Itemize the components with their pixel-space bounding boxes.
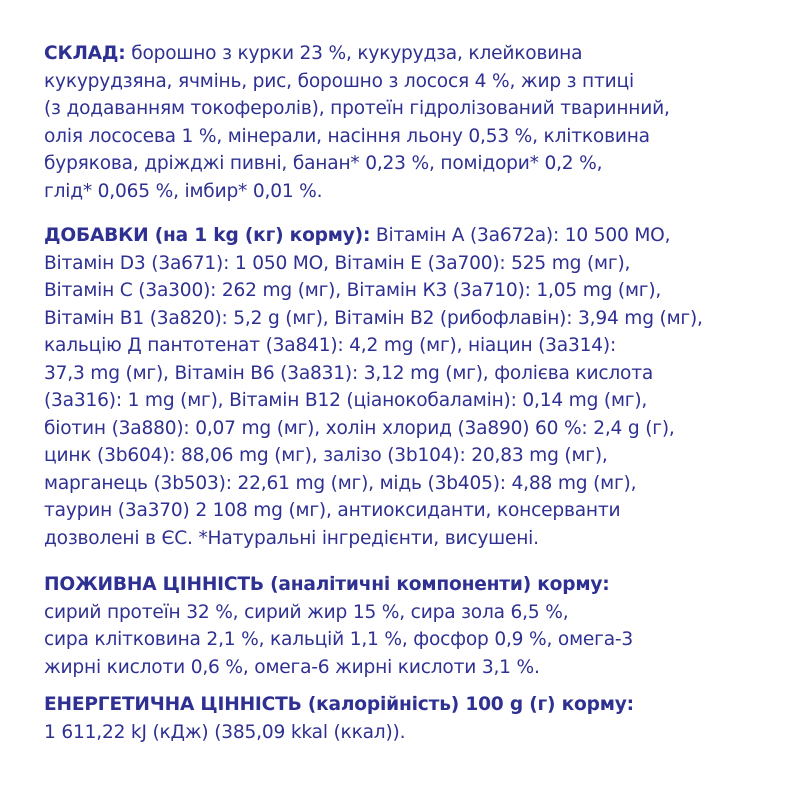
- composition-text: борошно з курки 23 %, кукурудза, клейковина кукурудзяна, ячмінь, рис, борошно з лосося 4 %, жир з птиці (з додаванням токоферолів), протеїн гідролізований тваринний, олія лососева 1 %, мінерали, насіння льону 0,53 %, клітковина бурякова, дріжджі пивні, банан* 0,23 %, помідори* 0,2 %, глід* 0,065 %, імбир* 0,01 %.: [44, 43, 670, 202]
- additives-section: [44, 222, 784, 552]
- energy-text: 1 611,22 kJ (кДж) (385,09 kkal (ккал)).: [44, 721, 406, 743]
- additives-text: Вітамін А (3a672a): 10 500 МО, Вітамін D3 (3a671): 1 050 МО, Вітамін Е (3a700): 525 mg (мг), Вітамін С (3a300): 262 mg (мг), Вітамін К3 (3a710): 1,05 mg (мг), Вітамін В1 (3a820): 5,2 g (мг), Вітамін В2 (рибофлавін): 3,94 mg (мг), кальцію Д пантотенат (3a841): 4,2 mg (мг), ніацин (3a314): 37,3 mg (мг), Вітамін В6 (3a831): 3,12 mg (мг), фолієва кислота (3a316): 1 mg (мг), Вітамін В12 (ціанокобаламін): 0,14 mg (мг), біотин (3a880): 0,07 mg (мг), холін хлорид (3a890) 60 %: 2,4 g (г), цинк (3b604): 88,06 mg (мг), залізо (3b104): 20,83 mg (мг), марганець (3b503): 22,61 mg (мг), мідь (3b405): 4,88 mg (мг), таурин (3a370) 2 108 mg (мг), антиоксиданти, консерванти дозволені в ЄС. *Натуральні інгредієнти, висушені.: [44, 225, 703, 549]
- label-document: [44, 40, 784, 746]
- composition-section: [44, 40, 784, 205]
- energy-section: [44, 691, 784, 746]
- composition-heading: СКЛАД:: [44, 43, 126, 64]
- additives-heading: ДОБАВКИ (на 1 kg (кг) корму):: [44, 225, 371, 246]
- nutrition-heading: ПОЖИВНА ЦІННІСТЬ (аналітичні компоненти) корму:: [44, 574, 610, 595]
- nutrition-text: сирий протеїн 32 %, сирий жир 15 %, сира зола 6,5 %, сира клітковина 2,1 %, кальцій 1,1 %, фосфор 0,9 %, омега-3 жирні кислоти 0,6 %, омега-6 жирні кислоти 3,1 %.: [44, 601, 634, 678]
- nutrition-section: [44, 571, 784, 681]
- energy-heading: ЕНЕРГЕТИЧНА ЦІННІСТЬ (калорійність) 100 g (г) корму:: [44, 694, 634, 715]
